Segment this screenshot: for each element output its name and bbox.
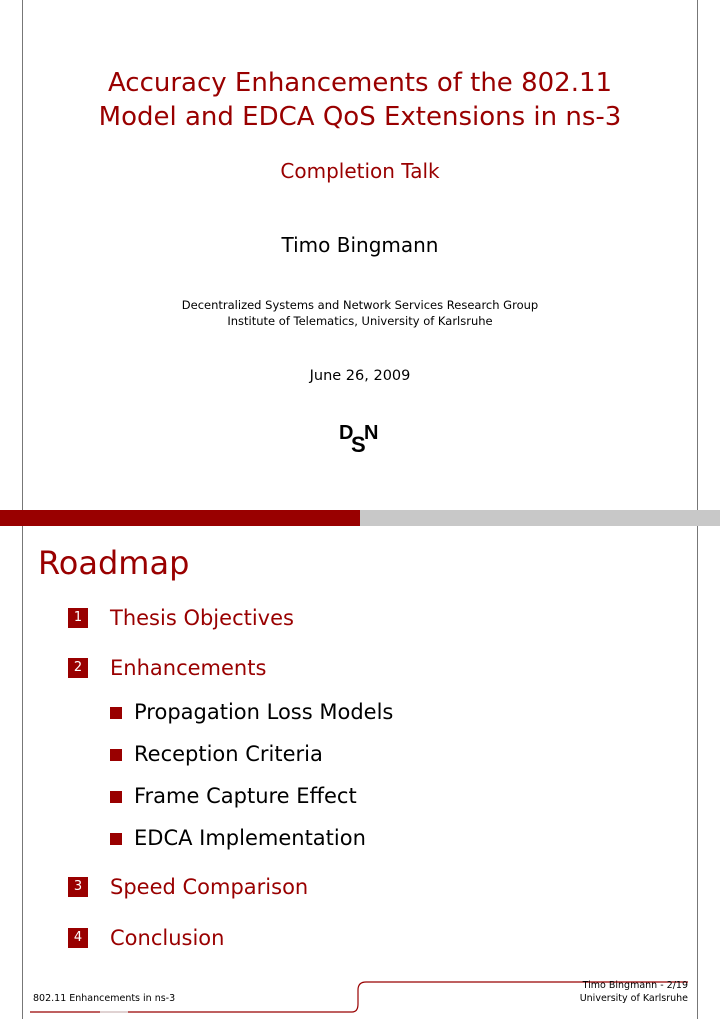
section-label: Thesis Objectives — [110, 606, 294, 630]
title-line-1: Accuracy Enhancements of the 802.11 — [107, 68, 613, 98]
title-line-2: Model and EDCA QoS Extensions in ns-3 — [98, 102, 622, 132]
section-number: 4 — [68, 928, 88, 948]
section-number: 2 — [68, 658, 88, 678]
subsection-label: Propagation Loss Models — [134, 700, 394, 724]
subtitle: Completion Talk — [280, 159, 440, 183]
roadmap-title: Roadmap — [38, 544, 190, 582]
footer-info — [580, 979, 688, 1005]
subsection-label: Reception Criteria — [134, 742, 323, 766]
section-label: Enhancements — [110, 656, 267, 680]
logo-letter-d: D — [339, 422, 354, 444]
date: June 26, 2009 — [309, 368, 411, 384]
section-label: Speed Comparison — [110, 875, 309, 899]
section-number: 3 — [68, 877, 88, 897]
logo-letter-n: N — [364, 422, 379, 444]
subsection-label: EDCA Implementation — [134, 826, 366, 850]
footer-page: Timo Bingmann - 2/19 — [582, 980, 688, 991]
logo-letter-s: S — [351, 432, 366, 457]
footer-title: 802.11 Enhancements in ns-3 — [33, 993, 176, 1004]
institute-line-2: Institute of Telematics, University of Karlsruhe — [227, 314, 493, 328]
author: Timo Bingmann — [281, 233, 439, 257]
footer-university: University of Karlsruhe — [579, 993, 688, 1004]
institute-line-1: Decentralized Systems and Network Services Research Group — [181, 298, 539, 312]
section-number: 1 — [68, 608, 88, 628]
subsection-label: Frame Capture Effect — [134, 784, 357, 808]
section-label: Conclusion — [110, 926, 225, 950]
